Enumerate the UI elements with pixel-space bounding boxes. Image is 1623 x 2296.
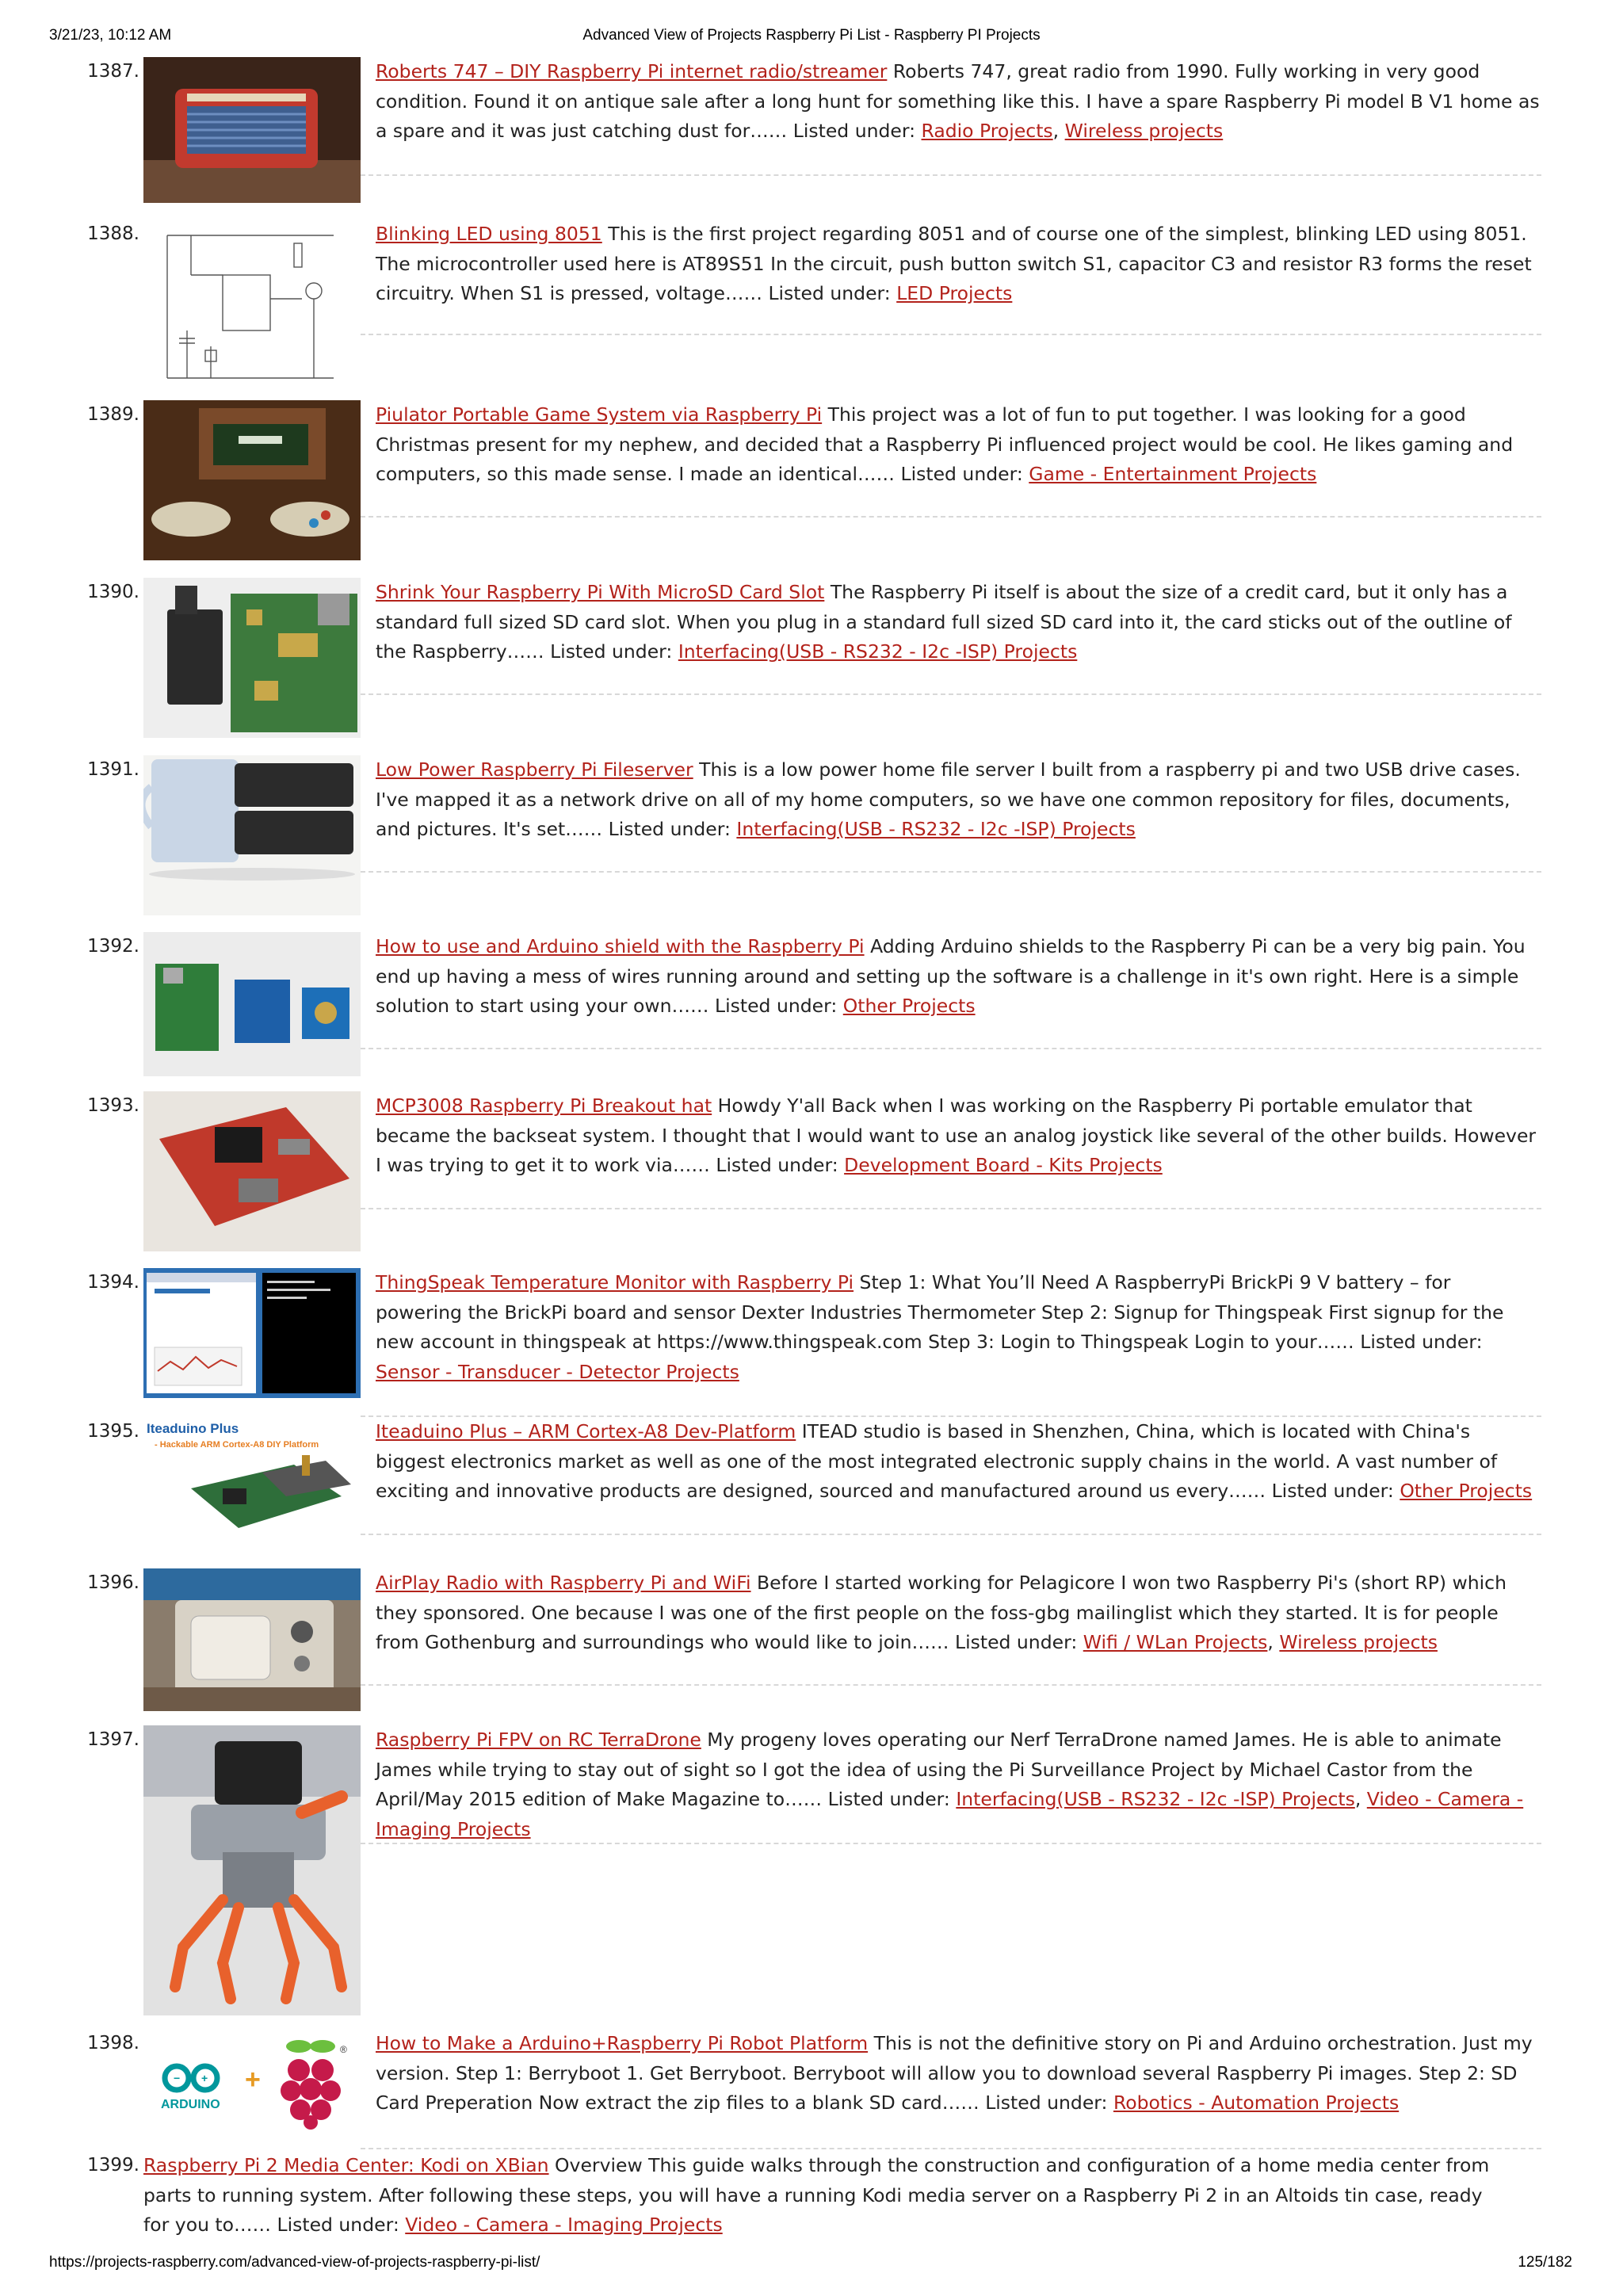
project-thumbnail[interactable] [143, 1417, 361, 1547]
separator [361, 1048, 1541, 1049]
project-thumbnail[interactable] [143, 932, 361, 1076]
project-link[interactable]: How to Make a Arduino+Raspberry Pi Robot Platform [376, 2032, 869, 2054]
item-text [376, 1268, 1542, 1387]
arduino-shield-photo-icon [143, 932, 361, 1076]
project-thumbnail[interactable] [143, 1268, 361, 1398]
print-datetime: 3/21/23, 10:12 AM [49, 27, 172, 44]
item-text: AirPlay Radio with Raspberry Pi and WiFi Before I started working for Pelagicore I won two Raspberry Pi's (short RP) which they sponsored. One because I was one of the first people on the foss-gbg mailinglist which they started. It is for people from Gothenburg and surroundings who would like to join…… Listed under: Wifi / WLan Projects, Wireless projects [376, 1572, 1507, 1653]
item-number: 1390. [87, 582, 139, 602]
item-text [143, 2151, 1491, 2241]
project-description: Howdy Y'all Back when I was working on the Raspberry Pi portable emulator that became the backseat system. I thought that I would want to use an analog joystick like several of the other builds. However I was trying to get it to work via…… Listed under: [376, 1095, 1537, 1176]
project-thumbnail[interactable] [143, 1568, 361, 1711]
project-thumbnail[interactable] [143, 1725, 361, 2015]
list-item [0, 755, 1623, 922]
item-number: 1394. [87, 1272, 139, 1293]
project-description: This is a low power home file server I built from a raspberry pi and two USB drive cases. I've mapped it as a network drive on all of my home computers, so we have one common repository for files, documents, and pictures. It's set…… Listed under: [376, 758, 1521, 840]
item-text [376, 932, 1542, 1022]
registered-mark: ® [340, 2044, 347, 2055]
category-link[interactable]: Sensor - Transducer - Detector Projects [376, 1360, 739, 1383]
separator [361, 334, 1541, 335]
page-url: https://projects-raspberry.com/advanced-view-of-projects-raspberry-pi-list/ [49, 2254, 540, 2271]
project-link[interactable]: Piulator Portable Game System via Raspberry Pi [376, 403, 823, 426]
category-link[interactable]: Radio Projects [921, 120, 1053, 142]
list-item [0, 57, 1623, 225]
separator [361, 516, 1541, 518]
item-number: 1393. [87, 1095, 139, 1116]
item-number: 1398. [87, 2033, 139, 2053]
print-footer [0, 2254, 1623, 2278]
project-link[interactable]: Raspberry Pi FPV on RC TerraDrone [376, 1729, 701, 1751]
project-description: My progeny loves operating our Nerf TerraDrone named James. He is able to animate James while trying to stay out of sight so I got the idea of using the Pi Surveillance Project by Michael Castor from the April/May 2015 edition of Make Magazine to…… Listed under: [376, 1729, 1502, 1810]
breakout-hat-photo-icon [143, 1091, 361, 1251]
project-thumbnail[interactable] [143, 1091, 361, 1251]
item-number: 1388. [87, 223, 139, 244]
project-thumbnail[interactable] [143, 2029, 361, 2132]
project-thumbnail[interactable] [143, 755, 361, 915]
category-link[interactable]: Game - Entertainment Projects [1029, 463, 1317, 485]
project-link[interactable]: Iteaduino Plus – ARM Cortex-A8 Dev-Platform [376, 1420, 796, 1442]
project-description: The Raspberry Pi itself is about the size of a credit card, but it only has a standard full sized SD card slot. When you plug in a standard full sized SD card into it, the card sticks out of the outline of the Raspberry…… Listed under: [376, 581, 1512, 663]
separator [361, 1534, 1541, 1535]
separator [361, 871, 1541, 873]
separator [361, 1208, 1541, 1209]
project-description: Overview This guide walks through the construction and configuration of a home media center from parts to running system. After following these steps, you will have a running Kodi media server on a Raspberry Pi 2 in an Altoids tin case, ready for you to…… Listed under: [143, 2154, 1490, 2236]
item-text [376, 2029, 1542, 2118]
radio-photo-icon [143, 57, 361, 203]
item-number: 1396. [87, 1572, 139, 1593]
category-link[interactable]: LED Projects [896, 282, 1013, 304]
project-link[interactable]: ThingSpeak Temperature Monitor with Raspberry Pi [376, 1271, 854, 1293]
print-header [0, 27, 1623, 51]
item-number: 1397. [87, 1729, 139, 1750]
svg-text:+: + [201, 2072, 208, 2084]
project-description: This is not the definitive story on Pi and Arduino orchestration. Just my version. Step 1: Berryboot 1. Get Berryboot. Berryboot will allow you to download several Raspberry Pi images. Step 2: SD Card Preperation Now extract the zip files to a blank SD card…… Listed under: [376, 2032, 1533, 2114]
project-link[interactable]: Low Power Raspberry Pi Fileserver [376, 758, 693, 781]
project-thumbnail[interactable] [143, 220, 361, 386]
list-item [0, 2151, 1623, 2246]
item-number: 1391. [87, 759, 139, 780]
page-number: 125/182 [1518, 2254, 1572, 2271]
list-item [0, 932, 1623, 1091]
item-text [376, 1417, 1542, 1507]
category-link[interactable]: Video - Camera - Imaging Projects [376, 1788, 1524, 1840]
sd-card-photo-icon [143, 578, 361, 738]
list-item [0, 220, 1623, 394]
category-link[interactable]: Other Projects [842, 995, 976, 1017]
project-link[interactable]: How to use and Arduino shield with the Raspberry Pi [376, 935, 865, 957]
project-link[interactable]: Roberts 747 – DIY Raspberry Pi internet radio/streamer [376, 60, 888, 82]
project-thumbnail[interactable] [143, 57, 361, 203]
project-link[interactable]: Raspberry Pi 2 Media Center: Kodi on XBian [143, 2154, 549, 2176]
item-text [376, 1091, 1542, 1181]
list-item [0, 1725, 1623, 2019]
category-link[interactable]: Wifi / WLan Projects [1083, 1631, 1268, 1653]
list-item [0, 1417, 1623, 1560]
circuit-schematic-icon [143, 220, 361, 386]
project-link[interactable]: Blinking LED using 8051 [376, 223, 602, 245]
project-description: ITEAD studio is based in Shenzhen, China, which is located with China's biggest electronics market as well as one of the most integrated electronic supply chains in the world. A vast number of exciting and innovative products are designed, sourced and manufactured around us every…… Listed under: [376, 1420, 1498, 1502]
separator [361, 693, 1541, 695]
arduino-raspberry-logos-icon [143, 2029, 361, 2132]
project-thumbnail[interactable] [143, 578, 361, 738]
category-link[interactable]: Interfacing(USB - RS232 - I2c -ISP) Projects [956, 1788, 1355, 1810]
plus-sign: + [245, 2065, 261, 2095]
project-description: Roberts 747, great radio from 1990. Fully working in very good condition. Found it on antique sale after a long hunt for something like this. I have a spare Raspberry Pi model B V1 home as a spare and it was just catching dust for…… Listed under: [376, 60, 1540, 142]
thumb-tagline-label: - Hackable ARM Cortex-A8 DIY Platform [155, 1440, 319, 1450]
item-text [376, 755, 1542, 845]
item-text [376, 578, 1542, 667]
airplay-radio-photo-icon [143, 1568, 361, 1711]
fileserver-photo-icon [143, 755, 361, 915]
category-link[interactable]: Wireless projects [1279, 1631, 1438, 1653]
item-number: 1399. [87, 2155, 139, 2176]
item-number: 1395. [87, 1421, 139, 1442]
project-link[interactable]: AirPlay Radio with Raspberry Pi and WiFi [376, 1572, 751, 1594]
category-link[interactable]: Development Board - Kits Projects [844, 1154, 1163, 1176]
category-link[interactable]: Robotics - Automation Projects [1113, 2092, 1400, 2114]
category-link[interactable]: Other Projects [1400, 1480, 1533, 1502]
project-link[interactable]: Shrink Your Raspberry Pi With MicroSD Card Slot [376, 581, 825, 603]
svg-text:−: − [174, 2072, 181, 2084]
list-item [0, 1091, 1623, 1258]
list-item [0, 1268, 1623, 1419]
item-text: Roberts 747 – DIY Raspberry Pi internet radio/streamer Roberts 747, great radio from 1990. Fully working in very good condition. Found it on antique sale after a long hunt for something like this. I have a spare Raspberry Pi model B V1 home as a spare and it was just catching dust for…… Listed under: Radio Projects, Wireless projects [376, 60, 1540, 142]
item-number: 1389. [87, 404, 139, 425]
thingspeak-screenshot-icon [143, 1268, 361, 1398]
category-link[interactable]: Wireless projects [1064, 120, 1224, 142]
project-description: This project was a lot of fun to put together. I was looking for a good Christmas present for my nephew, and decided that a Raspberry Pi influenced project would be cool. He likes gaming and computers, so this made sense. I made an identical…… Listed under: [376, 403, 1514, 485]
list-item [0, 2029, 1623, 2148]
iteaduino-board-icon [143, 1417, 361, 1547]
project-description: This is the first project regarding 8051 and of course one of the simplest, blinking LED using 8051. The microcontroller used here is AT89S51 In the circuit, push button switch S1, capacitor C3 and resistor R3 forms the reset circuitry. When S1 is pressed, voltage…… Listed under: [376, 223, 1532, 304]
project-description: Before I started working for Pelagicore I won two Raspberry Pi's (short RP) which they sponsored. One because I was one of the first people on the foss-gbg mailinglist which they started. It is for people from Gothenburg and surroundings who would like to join…… Listed under: [376, 1572, 1507, 1653]
game-system-photo-icon [143, 400, 361, 560]
separator [361, 174, 1541, 176]
item-number: 1392. [87, 936, 139, 957]
item-number: 1387. [87, 61, 139, 82]
arduino-wordmark: ARDUINO [161, 2098, 220, 2111]
item-text [376, 400, 1542, 490]
terradrone-photo-icon [143, 1725, 361, 2015]
category-link[interactable]: Interfacing(USB - RS232 - I2c -ISP) Projects [736, 818, 1136, 840]
item-text [376, 220, 1542, 309]
category-link[interactable]: Interfacing(USB - RS232 - I2c -ISP) Projects [678, 640, 1078, 663]
item-text: Raspberry Pi FPV on RC TerraDrone My progeny loves operating our Nerf TerraDrone named James. He is able to animate James while trying to stay out of sight so I got the idea of using the Pi Surveillance Project by Michael Castor from the April/May 2015 edition of Make Magazine to…… Listed under: Interfacing(USB - RS232 - I2c -ISP) Projects, Video - Camera - Imaging Projects [376, 1729, 1524, 1840]
project-thumbnail[interactable] [143, 400, 361, 560]
separator [361, 2148, 1541, 2149]
list-item [0, 578, 1623, 744]
category-link[interactable]: Video - Camera - Imaging Projects [405, 2214, 723, 2236]
project-description: Adding Arduino shields to the Raspberry Pi can be a very big pain. You end up having a mess of wires running around and setting up the software is a challenge in it's own right. Here is a simple solution to start using your own…… Listed under: [376, 935, 1526, 1017]
separator [361, 1843, 1541, 1844]
separator [361, 1684, 1541, 1686]
print-page-title: Advanced View of Projects Raspberry Pi List - Raspberry PI Projects [582, 27, 1041, 44]
list-item [0, 1568, 1623, 1727]
thumb-brand-label: Iteaduino Plus [147, 1421, 239, 1436]
list-item [0, 400, 1623, 567]
project-description: Step 1: What You’ll Need A RaspberryPi BrickPi 9 V battery – for powering the BrickPi board and sensor Dexter Industries Thermometer Step 2: Signup for Thingspeak First signup for the new account in thingspeak at https://www.thingspeak.com Step 3: Login to Thingspeak Login to your…… Listed under: [376, 1271, 1504, 1353]
project-link[interactable]: MCP3008 Raspberry Pi Breakout hat [376, 1095, 712, 1117]
